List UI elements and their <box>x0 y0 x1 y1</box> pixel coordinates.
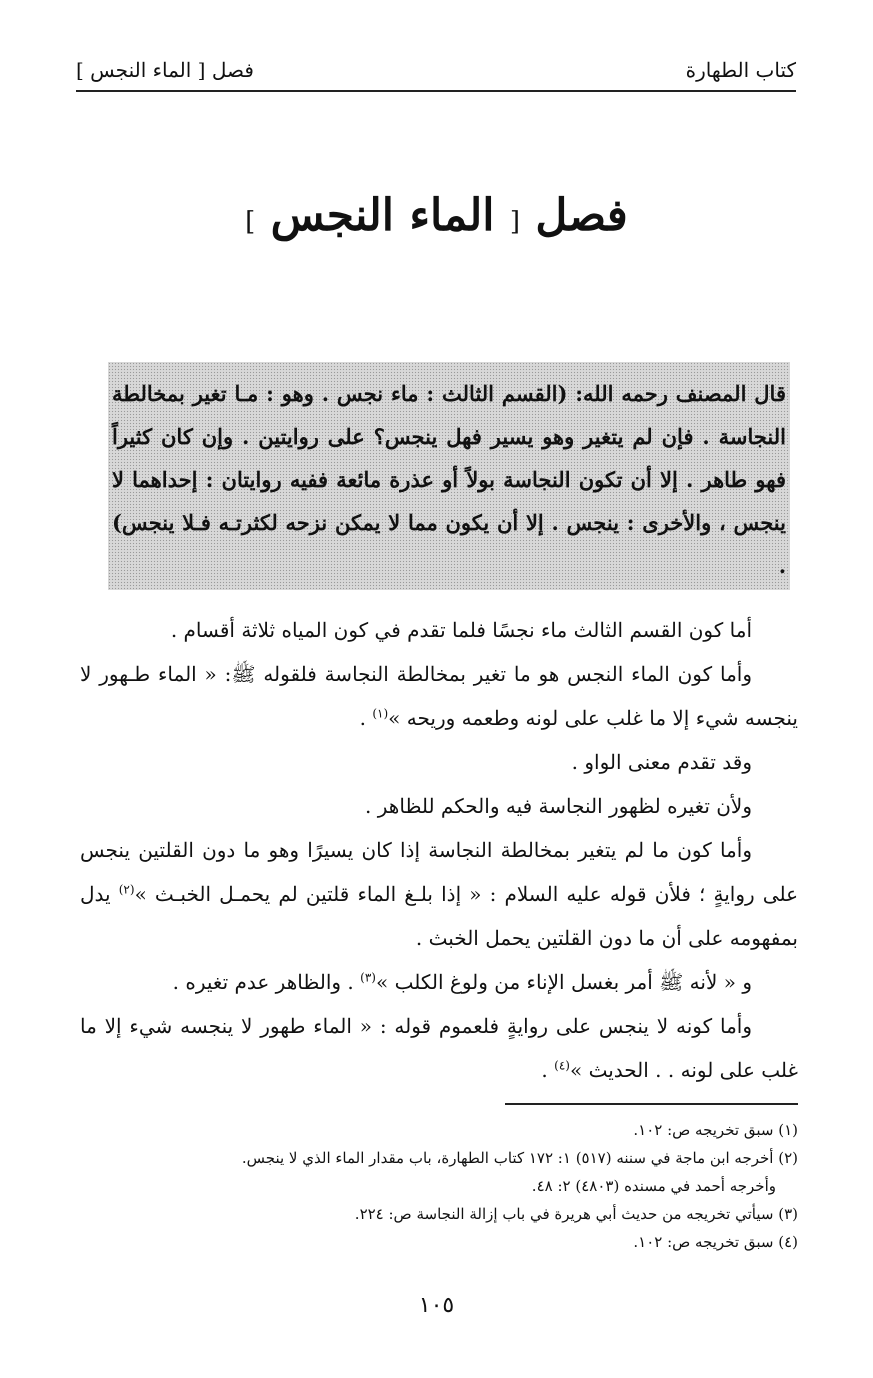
paragraph-5-end: يدل بمفهومه على أن ما دون القلتين يحمل الخبث . <box>80 882 798 950</box>
footnote-1: (١) سبق تخريجه ص: ١٠٢. <box>633 1121 798 1139</box>
matn-quote-box: قال المصنف رحمه الله: (القسم الثالث : ماء نجس . وهو : مـا تغير بمخالطة النجاسة . فإن لم يتغير وهو يسير فهل ينجس؟ على روايتين . وإن كان كثيراً فهو طاهر . إلا أن تكون النجاسة بولاً أو عذرة مائعة ففيه روايتان : إحداهما لا ينجس ، والأخرى : ينجس . إلا أن يكون مما لا يمكن نزحه لكثرتـه فـلا ينجس) . <box>108 362 790 590</box>
footnote-3: (٣) سيأتي تخريجه من حديث أبي هريرة في باب إزالة النجاسة ص: ٢٢٤. <box>354 1205 798 1223</box>
paragraph-5 <box>80 828 798 960</box>
paragraph-7 <box>80 1004 798 1092</box>
commentary-body <box>80 608 798 1092</box>
footnote-ref-1[interactable]: (١) <box>372 706 389 721</box>
paragraph-4: ولأن تغيره لظهور النجاسة فيه والحكم للظاهر . <box>365 794 752 818</box>
book-title: كتاب الطهارة <box>685 58 796 82</box>
footnote-2-continuation: وأخرجه أحمد في مسنده (٤٨٠٣) ٢: ٤٨. <box>531 1177 776 1195</box>
footnote-ref-2[interactable]: (٢) <box>118 882 135 897</box>
paragraph-3: وقد تقدم معنى الواو . <box>571 750 752 774</box>
paragraph-7-text: وأما كونه لا ينجس على روايةٍ فلعموم قوله : « الماء طهور لا ينجسه شيء إلا ما غلب على لونه . . الحديث » <box>80 1014 798 1082</box>
footnote-2: (٢) أخرجه ابن ماجة في سننه (٥١٧) ١: ١٧٢ كتاب الطهارة، باب مقدار الماء الذي لا ينجس. <box>241 1149 798 1167</box>
chapter-title <box>0 190 873 241</box>
chapter-title-text: الماء النجس <box>270 190 495 241</box>
footnote-ref-4[interactable]: (٤) <box>554 1058 570 1073</box>
page-number: ١٠٥ <box>418 1293 455 1318</box>
section-title: فصل [ الماء النجس ] <box>76 58 254 82</box>
chapter-bracket-close: ] <box>245 207 256 237</box>
paragraph-5-text: وأما كون ما لم يتغير بمخالطة النجاسة إذا كان يسيرًا وهو ما دون القلتين ينجس على روايةٍ ؛ فلأن قوله عليه السلام : « إذا بلـغ الماء قلتين لم يحمـل الخبـث » <box>80 838 798 906</box>
paragraph-7-end: . <box>541 1058 555 1082</box>
paragraph-2-text: وأما كون الماء النجس هو ما تغير بمخالطة النجاسة فلقوله ﷺ: « الماء طـهور لا ينجسه شيء إلا ما غلب على لونه وطعمه وريحه » <box>80 662 798 730</box>
paragraph-6 <box>80 960 798 1004</box>
footnote-ref-3[interactable]: (٣) <box>360 970 376 985</box>
footnote-4: (٤) سبق تخريجه ص: ١٠٢. <box>633 1233 798 1251</box>
running-header <box>76 52 796 92</box>
footnote-divider <box>505 1103 798 1105</box>
footnotes <box>80 1116 798 1256</box>
paragraph-6-end: . والظاهر عدم تغيره . <box>172 970 361 994</box>
paragraph-6-text: و « لأنه ﷺ أمر بغسل الإناء من ولوغ الكلب » <box>375 970 752 994</box>
paragraph-1: أما كون القسم الثالث ماء نجسًا فلما تقدم في كون المياه ثلاثة أقسام . <box>170 618 752 642</box>
paragraph-2-end: . <box>359 706 373 730</box>
chapter-bracket-open: [ <box>509 207 520 237</box>
paragraph-2 <box>80 652 798 740</box>
chapter-title-main: فصل <box>535 190 628 241</box>
